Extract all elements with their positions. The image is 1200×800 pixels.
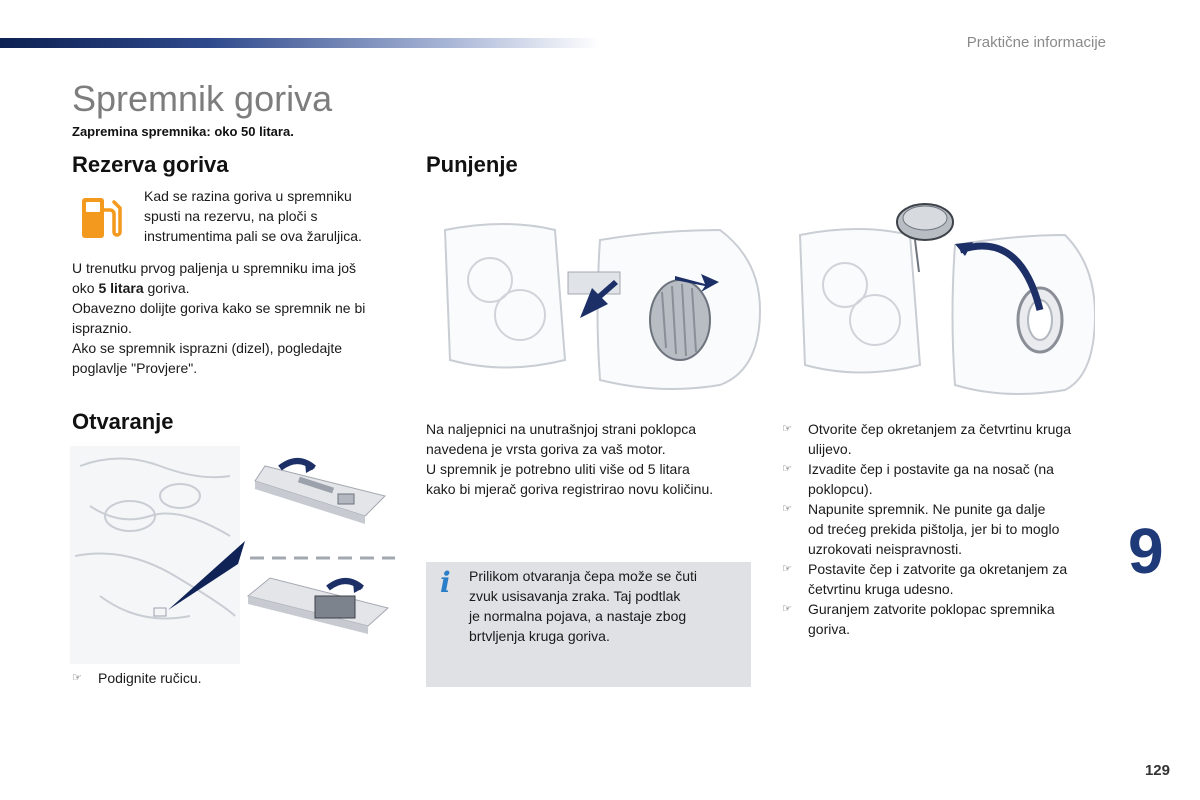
reserve-text-line: poglavlje "Provjere".	[72, 360, 198, 376]
filling-paragraph	[426, 419, 756, 499]
fuel-flap-label-illustration	[440, 220, 770, 395]
pointing-hand-icon: ☞	[782, 463, 792, 475]
info-text-line: Prilikom otvaranja čepa može se čuti	[469, 568, 697, 584]
info-text-line: je normalna pojava, a nastaje zbog	[469, 608, 687, 624]
page-number: 129	[1144, 762, 1170, 779]
chapter-number: 9	[1128, 515, 1164, 587]
pointing-hand-icon: ☞	[72, 672, 82, 684]
filling-step	[782, 559, 1122, 599]
reserve-amount: 5 litara	[98, 280, 144, 296]
reserve-paragraphs	[72, 258, 402, 378]
step-text-line: Izvadite čep i postavite ga na nosač (na	[808, 461, 1054, 477]
pointing-hand-icon: ☞	[782, 563, 792, 575]
pointing-hand-icon: ☞	[782, 423, 792, 435]
info-text-line: brtvljenja kruga goriva.	[469, 628, 610, 644]
text-span: oko	[72, 280, 99, 296]
opening-step	[72, 668, 372, 688]
step-text-line: goriva.	[808, 621, 851, 637]
section-label: Praktične informacije	[966, 34, 1106, 51]
filling-step	[782, 599, 1122, 639]
filling-text-line: U spremnik je potrebno uliti više od 5 litara	[426, 461, 690, 477]
info-text	[469, 566, 739, 646]
text-span: goriva.	[143, 280, 190, 296]
filling-heading: Punjenje	[426, 152, 518, 177]
filling-step	[782, 419, 1122, 459]
filling-step	[782, 499, 1122, 559]
reserve-text-line: Ako se spremnik isprazni (dizel), pogledajte	[72, 340, 343, 356]
filling-steps-list	[782, 419, 1122, 639]
step-text: Podignite ručicu.	[98, 670, 202, 686]
step-text-line: uzrokovati neispravnosti.	[808, 541, 963, 557]
info-icon: i	[440, 566, 451, 599]
info-box	[426, 562, 751, 687]
opening-heading: Otvaranje	[72, 409, 174, 434]
step-text-line: poklopcu).	[808, 481, 873, 497]
fuel-pump-icon	[80, 196, 124, 247]
step-text-line: od trećeg prekida pištolja, jer bi to moglo	[808, 521, 1060, 537]
reserve-text-line: Obavezno dolijte goriva kako se spremnik ne bi	[72, 300, 366, 316]
reserve-text-line: isprazni​o.	[72, 320, 132, 336]
step-text-line: Guranjem zatvorite poklopac spremnika	[808, 601, 1055, 617]
pointing-hand-icon: ☞	[782, 503, 792, 515]
page-title: Spremnik goriva	[72, 78, 333, 119]
filling-text-line: Na naljepnici na unutrašnjoj strani poklopca	[426, 421, 697, 437]
info-text-line: zvuk usisavanja zraka. Taj podtlak	[469, 588, 681, 604]
opening-bullet	[72, 668, 372, 688]
step-text-line: ulijevo.	[808, 441, 852, 457]
pointing-hand-icon: ☞	[782, 603, 792, 615]
step-text-line: Postavite čep i zatvorite ga okretanjem za	[808, 561, 1068, 577]
header-color-bar	[0, 38, 600, 48]
opening-lever-illustration	[70, 446, 400, 666]
lamp-text-line: spusti na rezervu, na ploči s	[144, 208, 318, 224]
step-text-line: četvrtinu kruga udesno.	[808, 581, 954, 597]
filling-text-line: navedena je vrsta goriva za vaš motor.	[426, 441, 666, 457]
filling-step	[782, 459, 1122, 499]
reserve-text-line	[72, 278, 402, 298]
fuel-cap-removal-illustration	[795, 200, 1095, 395]
step-text-line: Otvorite čep okretanjem za četvrtinu kruga	[808, 421, 1072, 437]
lamp-description	[144, 186, 404, 246]
lamp-text-line: Kad se razina goriva u spremniku	[144, 188, 352, 204]
lamp-text-line: instrumentima pali se ova žaruljica.	[144, 228, 362, 244]
tank-capacity: Zapremina spremnika: oko 50 litara.	[72, 124, 294, 139]
reserve-heading: Rezerva goriva	[72, 152, 229, 177]
step-text-line: Napunite spremnik. Ne punite ga dalje	[808, 501, 1046, 517]
reserve-text-line: U trenutku prvog paljenja u spremniku ima još	[72, 260, 357, 276]
filling-text-line: kako bi mjerač goriva registrirao novu količinu.	[426, 481, 714, 497]
